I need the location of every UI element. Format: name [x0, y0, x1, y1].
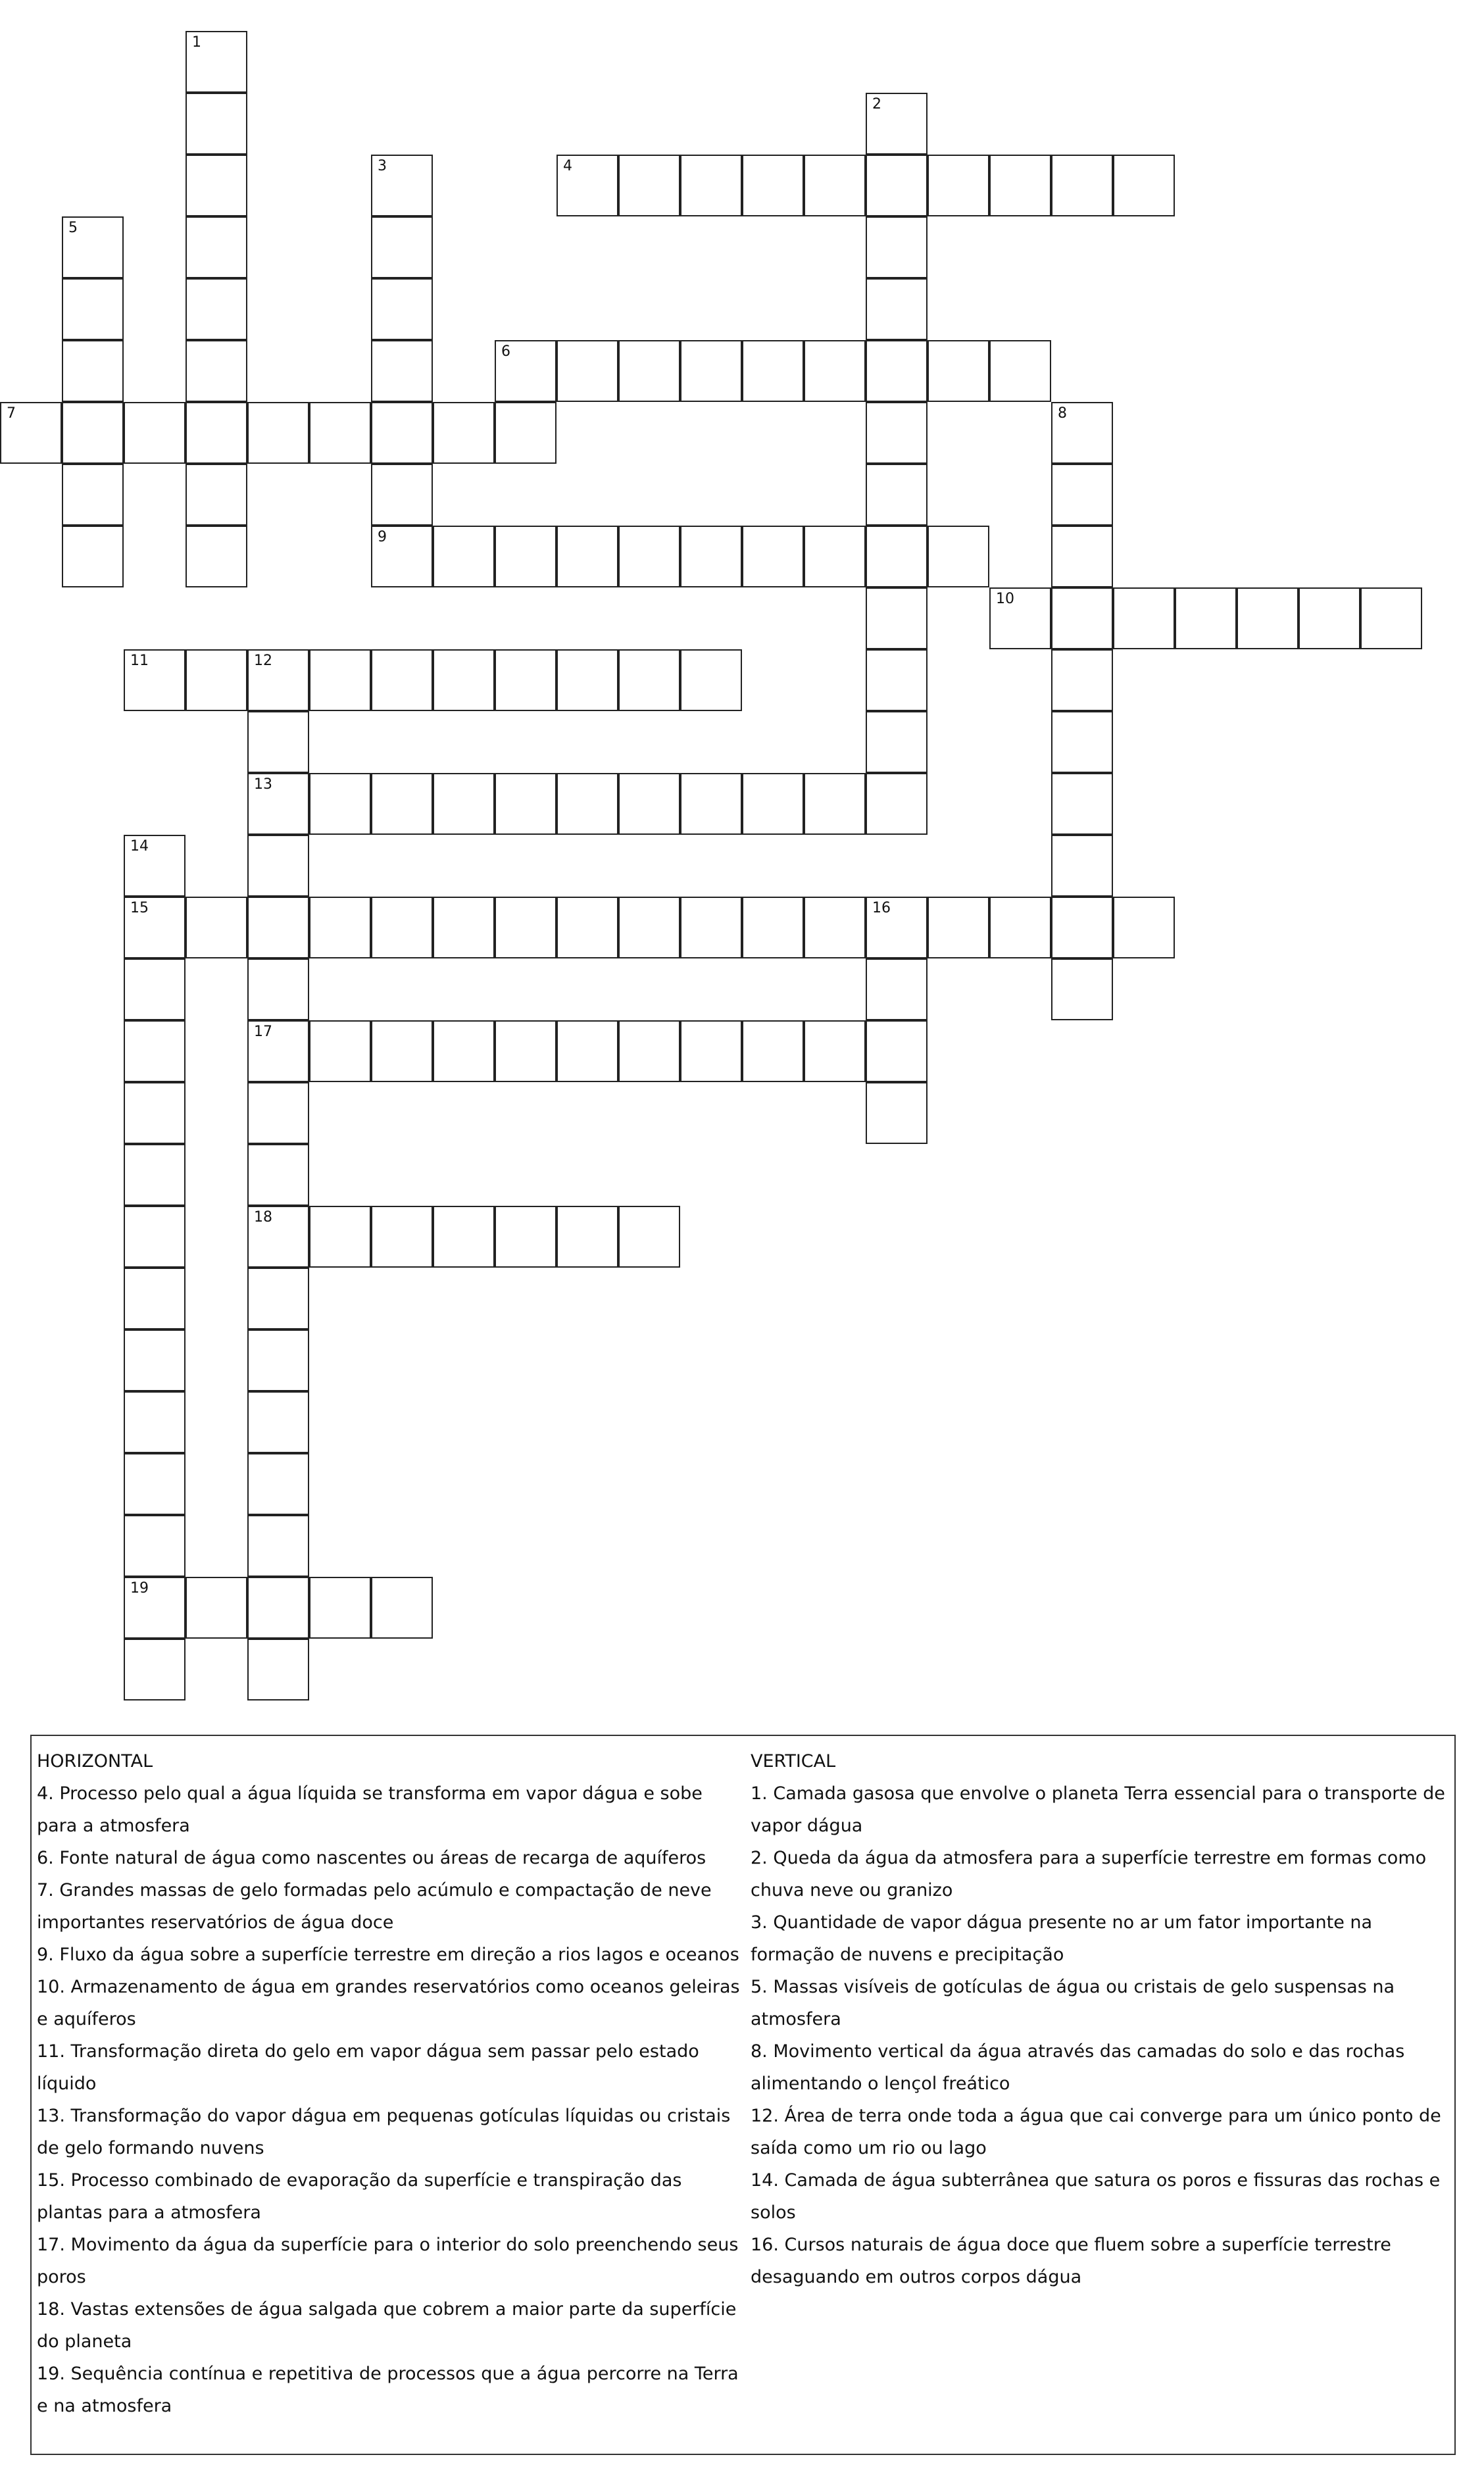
- grid-cell[interactable]: [804, 773, 866, 835]
- grid-cell[interactable]: [433, 526, 495, 587]
- grid-cell[interactable]: [124, 1206, 186, 1268]
- grid-cell[interactable]: [247, 1453, 309, 1515]
- grid-cell[interactable]: [495, 340, 556, 402]
- grid-cell[interactable]: [371, 1020, 433, 1082]
- grid-cell[interactable]: [62, 464, 124, 526]
- grid-cell[interactable]: [804, 155, 866, 216]
- grid-cell[interactable]: [556, 1206, 618, 1268]
- clue-v-2: 2. Queda da água da atmosfera para a superfície terrestre em formas como chuva neve ou granizo: [751, 1848, 1427, 1900]
- grid-cell[interactable]: [928, 526, 989, 587]
- clue-v-12: 12. Área de terra onde toda a água que cai converge para um único ponto de saída como um rio ou lago: [751, 2106, 1441, 2158]
- grid-cell[interactable]: [247, 773, 309, 835]
- grid-cell[interactable]: [309, 649, 371, 711]
- grid-cell[interactable]: [989, 587, 1051, 649]
- grid-cell[interactable]: [1051, 402, 1113, 464]
- grid-cell[interactable]: [804, 1020, 866, 1082]
- clue-number: 3: [378, 158, 387, 174]
- grid-cell[interactable]: [495, 402, 556, 464]
- grid-cell[interactable]: [866, 1020, 928, 1082]
- horizontal-clues: [37, 1745, 747, 2422]
- clue-number: 11: [130, 653, 149, 669]
- clue-h-19: 19. Sequência contínua e repetitiva de processos que a água percorre na Terra e na atmosfera: [37, 2364, 739, 2416]
- clue-v-1: 1. Camada gasosa que envolve o planeta Terra essencial para o transporte de vapor dágua: [751, 1783, 1445, 1836]
- clue-number: 6: [501, 343, 510, 360]
- grid-cell[interactable]: [866, 526, 928, 587]
- grid-cell[interactable]: [433, 649, 495, 711]
- grid-cell[interactable]: [186, 216, 247, 278]
- grid-cell[interactable]: [680, 773, 742, 835]
- clue-number: 17: [254, 1024, 272, 1040]
- grid-cell[interactable]: [556, 155, 618, 216]
- clue-v-16: 16. Cursos naturais de água doce que fluem sobre a superfície terrestre desaguando em outros corpos dágua: [751, 2235, 1391, 2287]
- grid-cell[interactable]: [618, 773, 680, 835]
- clue-h-6: 6. Fonte natural de água como nascentes ou áreas de recarga de aquíferos: [37, 1848, 706, 1868]
- grid-cell[interactable]: [495, 526, 556, 587]
- clue-v-5: 5. Massas visíveis de gotículas de água ou cristais de gelo suspensas na atmosfera: [751, 1977, 1395, 2029]
- clue-h-18: 18. Vastas extensões de água salgada que cobrem a maior parte da superfície do planeta: [37, 2299, 737, 2352]
- grid-cell[interactable]: [371, 278, 433, 340]
- grid-cell[interactable]: [989, 340, 1051, 402]
- grid-cell[interactable]: [928, 897, 989, 958]
- grid-cell[interactable]: [556, 897, 618, 958]
- grid-cell[interactable]: [371, 526, 433, 587]
- grid-cell[interactable]: [371, 897, 433, 958]
- clue-v-8: 8. Movimento vertical da água através das camadas do solo e das rochas alimentando o lençol freático: [751, 2041, 1405, 2094]
- clue-number: 16: [872, 900, 891, 916]
- grid-cell[interactable]: [433, 897, 495, 958]
- clue-number: 5: [68, 220, 78, 236]
- grid-cell[interactable]: [62, 402, 124, 464]
- grid-cell[interactable]: [680, 340, 742, 402]
- grid-cell[interactable]: [618, 155, 680, 216]
- clue-number: 8: [1058, 405, 1067, 422]
- grid-cell[interactable]: [124, 402, 186, 464]
- grid-cell[interactable]: [124, 1144, 186, 1206]
- grid-cell[interactable]: [247, 1391, 309, 1453]
- grid-cell[interactable]: [371, 464, 433, 526]
- grid-cell[interactable]: [309, 1577, 371, 1639]
- grid-cell[interactable]: [742, 773, 804, 835]
- grid-cell[interactable]: [247, 1082, 309, 1144]
- grid-cell[interactable]: [1051, 958, 1113, 1020]
- clue-number: 13: [254, 776, 272, 793]
- grid-cell[interactable]: [495, 773, 556, 835]
- grid-cell[interactable]: [309, 1020, 371, 1082]
- grid-cell[interactable]: [1113, 155, 1175, 216]
- grid-cell[interactable]: [680, 1020, 742, 1082]
- grid-cell[interactable]: [866, 711, 928, 773]
- grid-cell[interactable]: [556, 649, 618, 711]
- vertical-clues: [751, 1745, 1448, 2293]
- grid-cell[interactable]: [186, 93, 247, 155]
- grid-cell[interactable]: [309, 402, 371, 464]
- clue-number: 1: [192, 34, 201, 51]
- grid-cell[interactable]: [186, 402, 247, 464]
- grid-cell[interactable]: [371, 1206, 433, 1268]
- grid-cell[interactable]: [618, 649, 680, 711]
- clue-number: 2: [872, 96, 881, 112]
- grid-cell[interactable]: [186, 526, 247, 587]
- grid-cell[interactable]: [680, 649, 742, 711]
- grid-cell[interactable]: [124, 1515, 186, 1577]
- grid-cell[interactable]: [1360, 587, 1422, 649]
- grid-cell[interactable]: [866, 773, 928, 835]
- grid-cell[interactable]: [247, 402, 309, 464]
- grid-cell[interactable]: [186, 1577, 247, 1639]
- grid-cell[interactable]: [186, 340, 247, 402]
- grid-cell[interactable]: [618, 897, 680, 958]
- grid-cell[interactable]: [866, 216, 928, 278]
- clue-number: 10: [996, 591, 1014, 607]
- clue-v-14: 14. Camada de água subterrânea que satura os poros e fissuras das rochas e solos: [751, 2170, 1441, 2223]
- grid-cell[interactable]: [186, 155, 247, 216]
- clue-number: 12: [254, 653, 272, 669]
- grid-cell[interactable]: [1051, 711, 1113, 773]
- grid-cell[interactable]: [742, 526, 804, 587]
- grid-cell[interactable]: [1051, 649, 1113, 711]
- grid-cell[interactable]: [556, 1020, 618, 1082]
- grid-cell[interactable]: [124, 1391, 186, 1453]
- clue-number: 19: [130, 1580, 149, 1597]
- grid-cell[interactable]: [247, 1144, 309, 1206]
- clue-h-11: 11. Transformação direta do gelo em vapor dágua sem passar pelo estado líquido: [37, 2041, 699, 2094]
- grid-cell[interactable]: [866, 649, 928, 711]
- grid-cell[interactable]: [124, 1082, 186, 1144]
- grid-cell[interactable]: [124, 958, 186, 1020]
- grid-cell[interactable]: [309, 897, 371, 958]
- grid-cell[interactable]: [1051, 835, 1113, 897]
- grid-cell[interactable]: [866, 402, 928, 464]
- grid-cell[interactable]: [124, 1268, 186, 1329]
- grid-cell[interactable]: [124, 1020, 186, 1082]
- grid-cell[interactable]: [1113, 587, 1175, 649]
- grid-cell[interactable]: [247, 1206, 309, 1268]
- clue-h-4: 4. Processo pelo qual a água líquida se transforma em vapor dágua e sobe para a atmosfera: [37, 1783, 703, 1836]
- grid-cell[interactable]: [371, 216, 433, 278]
- grid-cell[interactable]: [866, 340, 928, 402]
- grid-cell[interactable]: [556, 526, 618, 587]
- grid-cell[interactable]: [186, 649, 247, 711]
- vertical-heading: VERTICAL: [751, 1751, 836, 1772]
- grid-cell[interactable]: [247, 1639, 309, 1700]
- grid-cell[interactable]: [247, 897, 309, 958]
- grid-cell[interactable]: [989, 155, 1051, 216]
- grid-cell[interactable]: [371, 155, 433, 216]
- grid-cell[interactable]: [247, 1020, 309, 1082]
- grid-cell[interactable]: [247, 1268, 309, 1329]
- clue-h-15: 15. Processo combinado de evaporação da superfície e transpiração das plantas para a atmosfera: [37, 2170, 682, 2223]
- grid-cell[interactable]: [247, 649, 309, 711]
- grid-cell[interactable]: [866, 897, 928, 958]
- grid-cell[interactable]: [495, 897, 556, 958]
- grid-cell[interactable]: [742, 897, 804, 958]
- grid-cell[interactable]: [433, 1020, 495, 1082]
- grid-cell[interactable]: [124, 897, 186, 958]
- grid-cell[interactable]: [495, 1206, 556, 1268]
- grid-cell[interactable]: [247, 1577, 309, 1639]
- grid-cell[interactable]: [866, 958, 928, 1020]
- grid-cell[interactable]: [680, 526, 742, 587]
- grid-cell[interactable]: [866, 278, 928, 340]
- clue-v-3: 3. Quantidade de vapor dágua presente no ar um fator importante na formação de nuvens e precipitação: [751, 1912, 1373, 1965]
- grid-cell[interactable]: [124, 649, 186, 711]
- grid-cell[interactable]: [433, 1206, 495, 1268]
- grid-cell[interactable]: [742, 340, 804, 402]
- clue-number: 18: [254, 1209, 272, 1226]
- grid-cell[interactable]: [1298, 587, 1360, 649]
- clue-number: 7: [7, 405, 16, 422]
- grid-cell[interactable]: [247, 1329, 309, 1391]
- clue-h-17: 17. Movimento da água da superfície para o interior do solo preenchendo seus poros: [37, 2235, 739, 2287]
- grid-cell[interactable]: [0, 402, 62, 464]
- grid-cell[interactable]: [618, 340, 680, 402]
- clue-number: 9: [378, 529, 387, 545]
- grid-cell[interactable]: [495, 1020, 556, 1082]
- clue-box: [30, 1735, 1456, 2455]
- grid-cell[interactable]: [62, 340, 124, 402]
- grid-cell[interactable]: [1175, 587, 1237, 649]
- grid-cell[interactable]: [928, 340, 989, 402]
- grid-cell[interactable]: [866, 464, 928, 526]
- grid-cell[interactable]: [186, 897, 247, 958]
- grid-cell[interactable]: [371, 402, 433, 464]
- grid-cell[interactable]: [804, 526, 866, 587]
- grid-cell[interactable]: [371, 773, 433, 835]
- grid-cell[interactable]: [1051, 773, 1113, 835]
- grid-cell[interactable]: [433, 402, 495, 464]
- grid-cell[interactable]: [124, 835, 186, 897]
- grid-cell[interactable]: [866, 93, 928, 155]
- grid-cell[interactable]: [124, 1577, 186, 1639]
- grid-cell[interactable]: [804, 897, 866, 958]
- grid-cell[interactable]: [309, 1206, 371, 1268]
- grid-cell[interactable]: [866, 587, 928, 649]
- grid-cell[interactable]: [433, 773, 495, 835]
- grid-cell[interactable]: [247, 835, 309, 897]
- grid-cell[interactable]: [866, 1082, 928, 1144]
- clue-h-7: 7. Grandes massas de gelo formadas pelo acúmulo e compactação de neve importantes reservatórios de água doce: [37, 1880, 712, 1933]
- grid-cell[interactable]: [186, 464, 247, 526]
- grid-cell[interactable]: [556, 773, 618, 835]
- grid-cell[interactable]: [680, 155, 742, 216]
- grid-cell[interactable]: [680, 897, 742, 958]
- grid-cell[interactable]: [371, 649, 433, 711]
- clue-number: 14: [130, 838, 149, 855]
- grid-cell[interactable]: [495, 649, 556, 711]
- grid-cell[interactable]: [556, 340, 618, 402]
- grid-cell[interactable]: [371, 340, 433, 402]
- grid-cell[interactable]: [62, 216, 124, 278]
- grid-cell[interactable]: [1051, 464, 1113, 526]
- grid-cell[interactable]: [371, 1577, 433, 1639]
- horizontal-heading: HORIZONTAL: [37, 1751, 153, 1772]
- clue-h-13: 13. Transformação do vapor dágua em pequenas gotículas líquidas ou cristais de gelo formando nuvens: [37, 2106, 731, 2158]
- grid-cell[interactable]: [1051, 587, 1113, 649]
- grid-cell[interactable]: [186, 31, 247, 93]
- clue-h-10: 10. Armazenamento de água em grandes reservatórios como oceanos geleiras e aquíferos: [37, 1977, 740, 2029]
- grid-cell[interactable]: [804, 340, 866, 402]
- grid-cell[interactable]: [62, 278, 124, 340]
- grid-cell[interactable]: [1051, 526, 1113, 587]
- clue-number: 4: [563, 158, 572, 174]
- grid-cell[interactable]: [309, 773, 371, 835]
- grid-cell[interactable]: [124, 1453, 186, 1515]
- grid-cell[interactable]: [1113, 897, 1175, 958]
- grid-cell[interactable]: [618, 526, 680, 587]
- grid-cell[interactable]: [928, 155, 989, 216]
- grid-cell[interactable]: [186, 278, 247, 340]
- grid-cell[interactable]: [866, 155, 928, 216]
- grid-cell[interactable]: [124, 1329, 186, 1391]
- grid-cell[interactable]: [247, 711, 309, 773]
- grid-cell[interactable]: [1051, 155, 1113, 216]
- grid-cell[interactable]: [742, 1020, 804, 1082]
- grid-cell[interactable]: [247, 1515, 309, 1577]
- grid-cell[interactable]: [1051, 897, 1113, 958]
- grid-cell[interactable]: [1237, 587, 1298, 649]
- grid-cell[interactable]: [62, 526, 124, 587]
- grid-cell[interactable]: [124, 1639, 186, 1700]
- grid-cell[interactable]: [618, 1206, 680, 1268]
- grid-cell[interactable]: [989, 897, 1051, 958]
- grid-cell[interactable]: [247, 958, 309, 1020]
- grid-cell[interactable]: [618, 1020, 680, 1082]
- grid-cell[interactable]: [742, 155, 804, 216]
- clue-h-9: 9. Fluxo da água sobre a superfície terrestre em direção a rios lagos e oceanos: [37, 1945, 739, 1965]
- clue-number: 15: [130, 900, 149, 916]
